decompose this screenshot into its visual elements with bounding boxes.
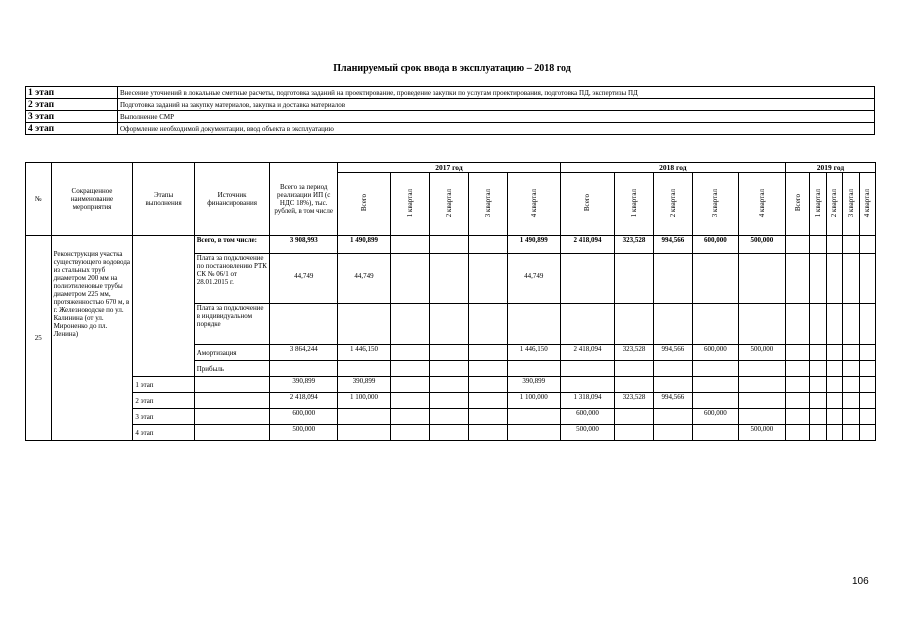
value-2019-q2	[826, 236, 842, 254]
project-name: Реконструкция участка существующего водовода из стальных труб диаметром 200 мм на полиэтиленовые трубы диаметром 225 мм, протяженностью 670 м, в г. Железноводске по ул. Калинина (от ул. Мироненко до пл. Ленина)	[51, 236, 133, 441]
value-2018-q2	[653, 409, 692, 425]
value-2018-q2	[653, 361, 692, 377]
source-label: Прибыль	[194, 361, 270, 377]
value-2017-total	[337, 361, 390, 377]
value-2017-q2	[429, 377, 468, 393]
value-2018-total	[560, 304, 614, 345]
value-2018-q2: 994,566	[653, 345, 692, 361]
financing-table	[25, 162, 876, 441]
value-2017-total	[337, 304, 390, 345]
value-2019-q2	[826, 304, 842, 345]
value-2019-total	[785, 377, 810, 393]
value-2017-q1	[391, 409, 430, 425]
value-2017-q4: 1 490,899	[507, 236, 560, 254]
value-2017-q4	[507, 361, 560, 377]
value-2018-total: 1 318,094	[560, 393, 614, 409]
header-year-2019: 2019 год	[785, 163, 875, 173]
stage-row	[26, 99, 875, 111]
value-2017-q1	[391, 304, 430, 345]
value-2019-q4	[859, 236, 876, 254]
value-2019-q3	[843, 304, 859, 345]
value-2018-q2: 994,566	[653, 236, 692, 254]
source-cell-empty	[194, 393, 270, 409]
value-2019-q1	[810, 409, 826, 425]
value-2017-q3	[468, 254, 507, 304]
table-row	[26, 377, 876, 393]
value-2018-total	[560, 361, 614, 377]
value-2017-q1	[391, 425, 430, 441]
value-2017-q4: 1 100,000	[507, 393, 560, 409]
value-2018-q1	[615, 425, 654, 441]
stage-description: Внесение уточнений в локальные сметные расчеты, подготовка заданий на проектирование, проведение закупки по услугам проектирования, подготовка ПД, экспертизы ПД	[118, 87, 875, 99]
value-2019-q1	[810, 425, 826, 441]
value-total: 2 418,094	[270, 393, 338, 409]
stage-label: 2 этап	[133, 393, 194, 409]
value-2018-q4: 500,000	[738, 345, 785, 361]
value-2019-total	[785, 345, 810, 361]
value-2018-q2	[653, 254, 692, 304]
value-2019-q3	[843, 377, 859, 393]
stage-name: 2 этап	[26, 99, 118, 111]
value-2018-q1	[615, 304, 654, 345]
value-2017-q1	[391, 377, 430, 393]
page-number: 106	[852, 576, 869, 587]
stage-description: Оформление необходимой документации, ввод объекта в эксплуатацию	[118, 123, 875, 135]
stages-table	[25, 86, 875, 135]
header-stages: Этапы выполнения	[133, 163, 194, 236]
value-2019-q3	[843, 409, 859, 425]
source-cell-empty	[194, 425, 270, 441]
value-2018-total	[560, 377, 614, 393]
value-2018-q4: 500,000	[738, 425, 785, 441]
header-2017-q1: 1 квартал	[391, 173, 430, 236]
value-2018-q3	[692, 425, 738, 441]
value-2017-total: 390,899	[337, 377, 390, 393]
value-2018-q3	[692, 377, 738, 393]
value-2019-q1	[810, 236, 826, 254]
value-2018-q4	[738, 409, 785, 425]
value-2018-q3	[692, 254, 738, 304]
header-source: Источник финансирования	[194, 163, 270, 236]
value-total: 600,000	[270, 409, 338, 425]
value-2019-total	[785, 393, 810, 409]
value-2019-q3	[843, 236, 859, 254]
value-2019-q4	[859, 304, 876, 345]
value-2018-q1	[615, 254, 654, 304]
table-row	[26, 236, 876, 254]
value-2019-total	[785, 361, 810, 377]
value-2017-q3	[468, 361, 507, 377]
value-2019-q4	[859, 393, 876, 409]
value-2019-q1	[810, 254, 826, 304]
value-2017-q3	[468, 393, 507, 409]
header-2019-q1: 1 квартал	[810, 173, 826, 236]
value-total: 390,899	[270, 377, 338, 393]
value-2019-total	[785, 236, 810, 254]
value-total	[270, 304, 338, 345]
header-2018-q3: 3 квартал	[692, 173, 738, 236]
value-2019-q4	[859, 425, 876, 441]
header-2019-q4: 4 квартал	[859, 173, 876, 236]
value-2017-total: 1 490,899	[337, 236, 390, 254]
value-2017-q1	[391, 236, 430, 254]
value-2018-q2	[653, 304, 692, 345]
value-2019-q2	[826, 409, 842, 425]
value-2019-q2	[826, 345, 842, 361]
source-label: Плата за подключение по постановлению РТК СК № 06/1 от 28.01.2015 г.	[194, 254, 270, 304]
header-2017-q3: 3 квартал	[468, 173, 507, 236]
value-2018-total: 2 418,094	[560, 345, 614, 361]
header-2019-q2: 2 квартал	[826, 173, 842, 236]
value-2017-q2	[429, 409, 468, 425]
value-2017-q1	[391, 254, 430, 304]
value-2019-q2	[826, 393, 842, 409]
value-2018-q4	[738, 254, 785, 304]
value-total: 3 908,993	[270, 236, 338, 254]
page-title: Планируемый срок ввода в эксплуатацию – 2018 год	[333, 63, 571, 74]
value-2017-q2	[429, 345, 468, 361]
value-2019-q3	[843, 345, 859, 361]
value-2017-q3	[468, 425, 507, 441]
header-2018-q1: 1 квартал	[615, 173, 654, 236]
header-year-2018: 2018 год	[560, 163, 785, 173]
value-2018-total	[560, 254, 614, 304]
value-2018-q2	[653, 425, 692, 441]
project-number: 25	[26, 236, 52, 441]
value-2018-q4	[738, 361, 785, 377]
stage-name: 4 этап	[26, 123, 118, 135]
header-2017-q2: 2 квартал	[429, 173, 468, 236]
header-name: Сокращенное наименование мероприятия	[51, 163, 133, 236]
value-2018-q1	[615, 377, 654, 393]
value-2019-q2	[826, 254, 842, 304]
value-2019-q4	[859, 254, 876, 304]
source-label: Всего, в том числе:	[194, 236, 270, 254]
value-2018-total: 500,000	[560, 425, 614, 441]
value-2018-total: 2 418,094	[560, 236, 614, 254]
value-2019-total	[785, 425, 810, 441]
value-2017-total: 1 100,000	[337, 393, 390, 409]
value-2019-q2	[826, 361, 842, 377]
header-year-2017: 2017 год	[337, 163, 560, 173]
value-2018-q2: 994,566	[653, 393, 692, 409]
value-2018-total: 600,000	[560, 409, 614, 425]
value-2017-total: 1 446,150	[337, 345, 390, 361]
value-total: 500,000	[270, 425, 338, 441]
value-total	[270, 361, 338, 377]
value-2018-q3	[692, 361, 738, 377]
value-2017-total	[337, 425, 390, 441]
stage-row	[26, 111, 875, 123]
source-cell-empty	[194, 409, 270, 425]
value-2019-q3	[843, 361, 859, 377]
value-2019-total	[785, 409, 810, 425]
value-2018-q3	[692, 304, 738, 345]
header-2019-q3: 3 квартал	[843, 173, 859, 236]
value-2017-q4	[507, 304, 560, 345]
value-2019-q3	[843, 393, 859, 409]
value-2018-q1: 323,528	[615, 345, 654, 361]
value-2019-q3	[843, 254, 859, 304]
value-2017-q3	[468, 304, 507, 345]
value-total: 44,749	[270, 254, 338, 304]
header-total: Всего за период реализации ИП (с НДС 18%), тыс. рублей, в том числе	[270, 163, 338, 236]
value-2018-q4	[738, 304, 785, 345]
value-2019-q4	[859, 345, 876, 361]
value-2017-q3	[468, 377, 507, 393]
value-2017-q2	[429, 393, 468, 409]
stage-description: Подготовка заданий на закупку материалов, закупка и доставка материалов	[118, 99, 875, 111]
value-2018-q1: 323,528	[615, 236, 654, 254]
value-2018-q4	[738, 393, 785, 409]
stage-name: 1 этап	[26, 87, 118, 99]
header-2017-total: Всего	[337, 173, 390, 236]
stage-label: 4 этап	[133, 425, 194, 441]
value-2017-q4	[507, 425, 560, 441]
value-2017-q4: 44,749	[507, 254, 560, 304]
value-2018-q1	[615, 409, 654, 425]
value-2019-q4	[859, 377, 876, 393]
header-2017-q4: 4 квартал	[507, 173, 560, 236]
value-2017-q1	[391, 361, 430, 377]
stage-label: 1 этап	[133, 377, 194, 393]
value-total: 3 864,244	[270, 345, 338, 361]
source-label: Плата за подключение в индивидуальном порядке	[194, 304, 270, 345]
stage-row	[26, 123, 875, 135]
header-2019-total: Всего	[785, 173, 810, 236]
table-row	[26, 425, 876, 441]
value-2017-total: 44,749	[337, 254, 390, 304]
value-2017-q3	[468, 345, 507, 361]
value-2019-q1	[810, 393, 826, 409]
value-2019-q1	[810, 345, 826, 361]
stage-cell-empty	[133, 236, 194, 377]
value-2019-total	[785, 304, 810, 345]
source-label: Амортизация	[194, 345, 270, 361]
header-2018-total: Всего	[560, 173, 614, 236]
source-cell-empty	[194, 377, 270, 393]
value-2017-q3	[468, 409, 507, 425]
value-2019-q1	[810, 304, 826, 345]
value-2017-q1	[391, 345, 430, 361]
value-2017-total	[337, 409, 390, 425]
value-2017-q3	[468, 236, 507, 254]
value-2017-q4: 390,899	[507, 377, 560, 393]
value-2017-q2	[429, 425, 468, 441]
value-2018-q4	[738, 377, 785, 393]
value-2019-q2	[826, 425, 842, 441]
value-2018-q3: 600,000	[692, 409, 738, 425]
value-2018-q3	[692, 393, 738, 409]
stage-label: 3 этап	[133, 409, 194, 425]
header-num: №	[26, 163, 52, 236]
value-2017-q2	[429, 361, 468, 377]
value-2017-q2	[429, 236, 468, 254]
value-2019-q1	[810, 361, 826, 377]
value-2018-q3: 600,000	[692, 345, 738, 361]
value-2018-q1	[615, 361, 654, 377]
value-2017-q2	[429, 304, 468, 345]
stage-description: Выполнение СМР	[118, 111, 875, 123]
value-2019-q4	[859, 409, 876, 425]
header-row	[26, 163, 876, 173]
value-2018-q1: 323,528	[615, 393, 654, 409]
stage-name: 3 этап	[26, 111, 118, 123]
value-2017-q4: 1 446,150	[507, 345, 560, 361]
value-2018-q3: 600,000	[692, 236, 738, 254]
value-2019-q3	[843, 425, 859, 441]
header-2018-q2: 2 квартал	[653, 173, 692, 236]
value-2018-q4: 500,000	[738, 236, 785, 254]
stage-row	[26, 87, 875, 99]
table-row	[26, 393, 876, 409]
value-2019-q2	[826, 377, 842, 393]
value-2019-q4	[859, 361, 876, 377]
value-2018-q2	[653, 377, 692, 393]
header-2018-q4: 4 квартал	[738, 173, 785, 236]
table-row	[26, 409, 876, 425]
value-2019-q1	[810, 377, 826, 393]
value-2017-q4	[507, 409, 560, 425]
value-2019-total	[785, 254, 810, 304]
value-2017-q2	[429, 254, 468, 304]
value-2017-q1	[391, 393, 430, 409]
